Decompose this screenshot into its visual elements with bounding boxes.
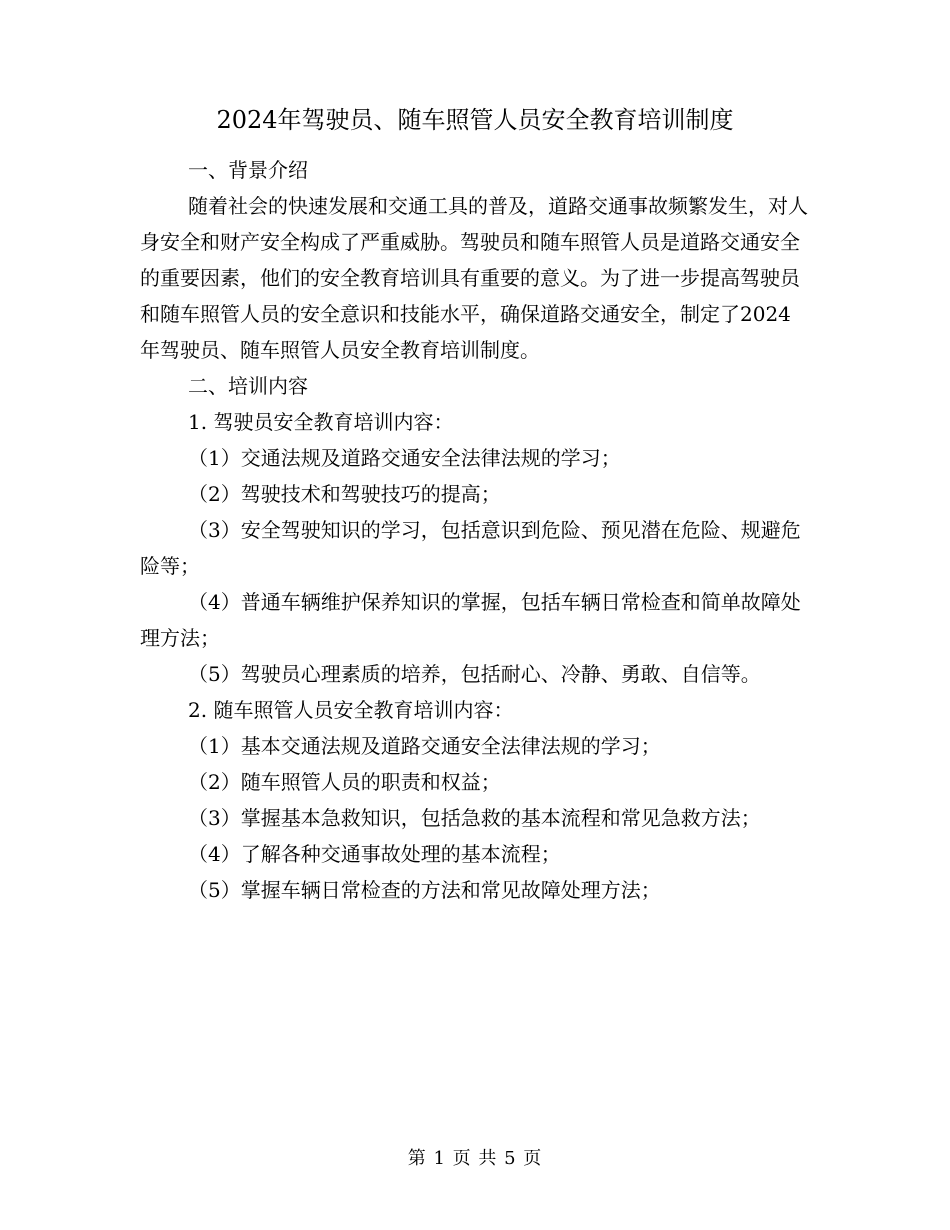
section-heading-training-content: 二、培训内容: [188, 374, 308, 398]
list-item: （5）掌握车辆日常检查的方法和常见故障处理方法；: [188, 878, 661, 902]
list-item: （2）驾驶技术和驾驶技巧的提高；: [188, 482, 501, 506]
subheading-escort-training: 2. 随车照管人员安全教育培训内容：: [188, 698, 514, 722]
list-item: （4）了解各种交通事故处理的基本流程；: [188, 842, 561, 866]
list-item: （1）交通法规及道路交通安全法律法规的学习；: [188, 446, 621, 470]
page-footer: 第 1 页 共 5 页: [407, 1148, 543, 1169]
subheading-driver-training: 1. 驾驶员安全教育培训内容：: [188, 410, 454, 434]
list-item: （3）掌握基本急救知识，包括急救的基本流程和常见急救方法；: [188, 806, 761, 830]
list-item: （4）普通车辆维护保养知识的掌握，包括车辆日常检查和简单故障处理方法；: [140, 590, 801, 650]
list-item: （1）基本交通法规及道路交通安全法律法规的学习；: [188, 734, 661, 758]
list-item: （5）驾驶员心理素质的培养，包括耐心、冷静、勇敢、自信等。: [188, 662, 761, 686]
list-item: （3）安全驾驶知识的学习，包括意识到危险、预见潜在危险、规避危险等；: [140, 518, 801, 578]
background-paragraph: 随着社会的快速发展和交通工具的普及，道路交通事故频繁发生，对人身安全和财产安全构成了严重威胁。驾驶员和随车照管人员是道路交通安全的重要因素，他们的安全教育培训具有重要的意义。为了进一步提高驾驶员和随车照管人员的安全意识和技能水平，确保道路交通安全，制定了2024年驾驶员、随车照管人员安全教育培训制度。: [140, 194, 808, 362]
list-item: （2）随车照管人员的职责和权益；: [188, 770, 501, 794]
document-body: [140, 152, 808, 908]
section-heading-background: 一、背景介绍: [188, 158, 308, 182]
document-title: 2024年驾驶员、随车照管人员安全教育培训制度: [216, 106, 734, 134]
